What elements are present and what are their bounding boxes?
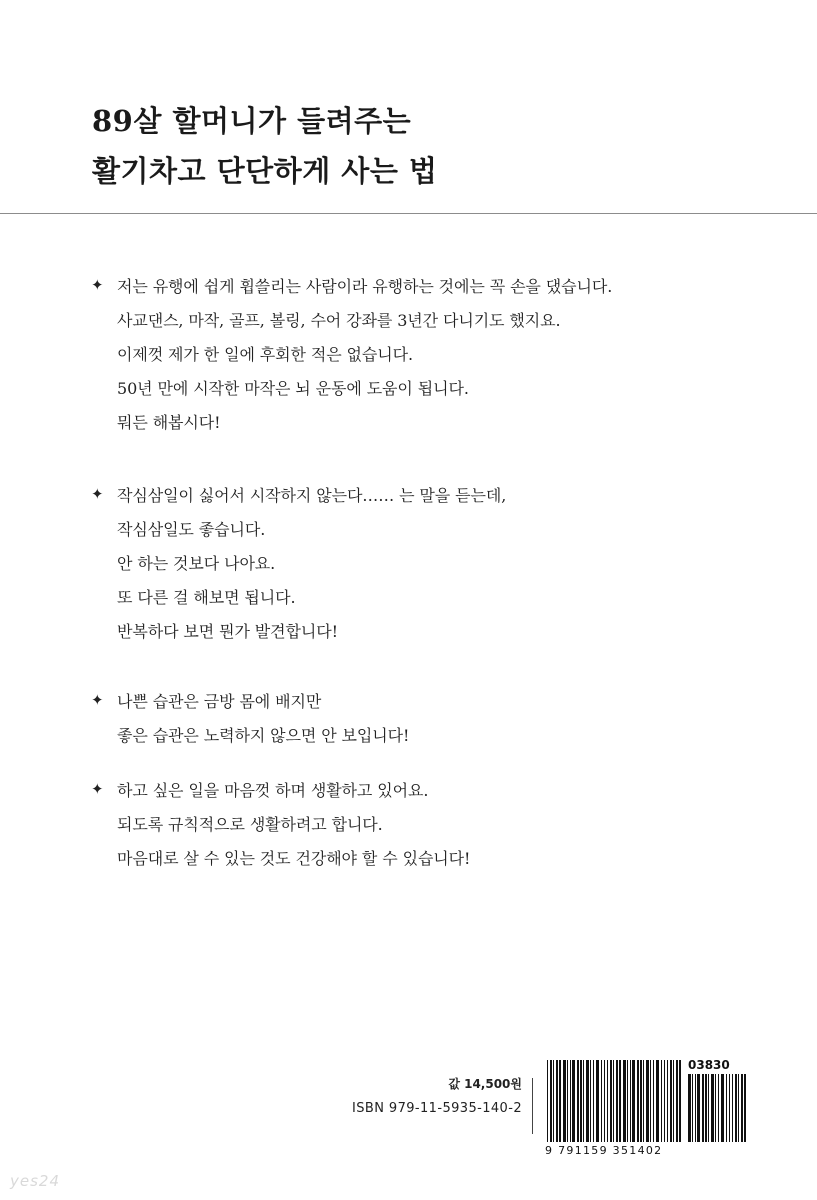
barcode-bar	[676, 1060, 678, 1142]
line-text: 되도록 규칙적으로 생활하려고 합니다.	[117, 814, 383, 834]
paragraph-line	[91, 268, 612, 302]
barcode-bar	[679, 1060, 681, 1142]
line-text: 또 다른 걸 해보면 됩니다.	[117, 587, 296, 607]
barcode-bar	[550, 1060, 552, 1142]
line-text: 마음대로 살 수 있는 것도 건강해야 할 수 있습니다!	[117, 848, 471, 868]
line-text: 사교댄스, 마작, 골프, 볼링, 수어 강좌를 3년간 다니기도 했지요.	[117, 310, 561, 330]
barcode-bar	[553, 1060, 554, 1142]
line-text: 하고 싶은 일을 마음껏 하며 생활하고 있어요.	[117, 780, 429, 800]
barcode-bar	[726, 1074, 727, 1142]
barcode-bar	[563, 1060, 566, 1142]
barcode-bar	[667, 1060, 668, 1142]
paragraph-line	[91, 840, 470, 874]
paragraph-3	[91, 683, 409, 751]
barcode-bar	[705, 1074, 707, 1142]
paragraph-line	[91, 806, 470, 840]
line-text: 뭐든 해봅시다!	[117, 412, 221, 432]
barcode-number: 9 791159 351402	[545, 1144, 663, 1157]
barcode-bar	[613, 1060, 614, 1142]
paragraph-line	[91, 404, 612, 438]
sparkle-bullet-icon: ✦	[91, 485, 104, 503]
paragraph-line	[91, 717, 409, 751]
barcode-bar	[708, 1074, 709, 1142]
barcode-bar	[572, 1060, 575, 1142]
barcode-bar	[661, 1060, 662, 1142]
paragraph-line	[91, 683, 409, 717]
barcode-bar	[729, 1074, 730, 1142]
barcode-bar	[601, 1060, 602, 1142]
title-line-1: 89살 할머니가 들려주는	[92, 104, 412, 138]
barcode-bar	[556, 1060, 558, 1142]
barcode-bar	[607, 1060, 608, 1142]
paragraph-line	[91, 772, 470, 806]
barcode-bar	[656, 1060, 659, 1142]
barcode-bar	[688, 1074, 691, 1142]
barcode-bar	[567, 1060, 568, 1142]
line-text: 좋은 습관은 노력하지 않으면 안 보입니다!	[117, 725, 410, 745]
barcode-bar	[738, 1074, 739, 1142]
paragraph-line	[91, 579, 506, 613]
barcode-bar	[711, 1074, 714, 1142]
barcode-bar	[702, 1074, 704, 1142]
paragraph-1	[91, 268, 612, 438]
barcode-bar	[580, 1060, 582, 1142]
barcode-bar	[664, 1060, 665, 1142]
sparkle-bullet-icon: ✦	[91, 691, 104, 709]
barcode-bar	[577, 1060, 579, 1142]
barcode-bar	[695, 1074, 696, 1142]
title-line-2: 활기차고 단단하게 사는 법	[92, 154, 438, 188]
watermark-logo: yes24	[10, 1172, 61, 1190]
barcode-addon-number: 03830	[688, 1058, 730, 1072]
price-isbn-block	[352, 1076, 522, 1116]
barcode-bar	[586, 1060, 589, 1142]
barcode-bar	[718, 1074, 719, 1142]
sparkle-bullet-icon: ✦	[91, 276, 104, 294]
barcode-bar	[721, 1074, 724, 1142]
barcode-bar	[590, 1060, 591, 1142]
line-text: 50년 만에 시작한 마작은 뇌 운동에 도움이 됩니다.	[117, 378, 469, 398]
barcode-bar	[744, 1074, 746, 1142]
barcode-bar	[559, 1060, 561, 1142]
line-text: 작심삼일도 좋습니다.	[117, 519, 266, 539]
isbn-label: ISBN 979-11-5935-140-2	[352, 1101, 522, 1116]
barcode-bar	[670, 1060, 672, 1142]
book-title	[92, 96, 437, 196]
divider-line	[0, 213, 817, 214]
line-text: 반복하다 보면 뭔가 발견합니다!	[117, 621, 338, 641]
sparkle-bullet-icon: ✦	[91, 780, 104, 798]
price-label: 값 14,500원	[448, 1077, 522, 1091]
paragraph-line	[91, 545, 506, 579]
barcode-bar	[653, 1060, 654, 1142]
paragraph-line	[91, 336, 612, 370]
paragraph-line	[91, 370, 612, 404]
line-text: 저는 유행에 쉽게 휩쓸리는 사람이라 유행하는 것에는 꼭 손을 댔습니다.	[117, 276, 613, 296]
barcode-bar	[732, 1074, 733, 1142]
barcode-bar	[630, 1060, 631, 1142]
barcode-bar	[547, 1060, 548, 1142]
line-text: 나쁜 습관은 금방 몸에 배지만	[117, 691, 322, 711]
barcode-bar	[623, 1060, 626, 1142]
barcode-bar	[637, 1060, 639, 1142]
barcode-bar	[646, 1060, 649, 1142]
barcode-bar	[604, 1060, 605, 1142]
barcode-bar	[593, 1060, 594, 1142]
barcode-bar	[632, 1060, 635, 1142]
price-separator	[532, 1078, 533, 1134]
barcode-graphic	[545, 1060, 750, 1145]
paragraph-2	[91, 477, 506, 647]
barcode-bar	[610, 1060, 612, 1142]
barcode-bar	[596, 1060, 599, 1142]
barcode-bar	[627, 1060, 628, 1142]
barcode-bar	[583, 1060, 584, 1142]
barcode-bar	[692, 1074, 693, 1142]
barcode-bar	[741, 1074, 743, 1142]
paragraph-line	[91, 302, 612, 336]
barcode-bar	[735, 1074, 737, 1142]
line-text: 안 하는 것보다 나아요.	[117, 553, 276, 573]
barcode-bar	[616, 1060, 618, 1142]
barcode-bar	[697, 1074, 700, 1142]
line-text: 이제껏 제가 한 일에 후회한 적은 없습니다.	[117, 344, 413, 364]
paragraph-4	[91, 772, 470, 874]
barcode-bar	[570, 1060, 571, 1142]
barcode-bar	[650, 1060, 651, 1142]
paragraph-line	[91, 613, 506, 647]
barcode-bar	[640, 1060, 642, 1142]
barcode-bar	[673, 1060, 674, 1142]
barcode-bar	[715, 1074, 716, 1142]
barcode-bar	[643, 1060, 644, 1142]
line-text: 작심삼일이 싫어서 시작하지 않는다…… 는 말을 듣는데,	[117, 485, 507, 505]
paragraph-line	[91, 511, 506, 545]
paragraph-line	[91, 477, 506, 511]
barcode-bar	[619, 1060, 621, 1142]
